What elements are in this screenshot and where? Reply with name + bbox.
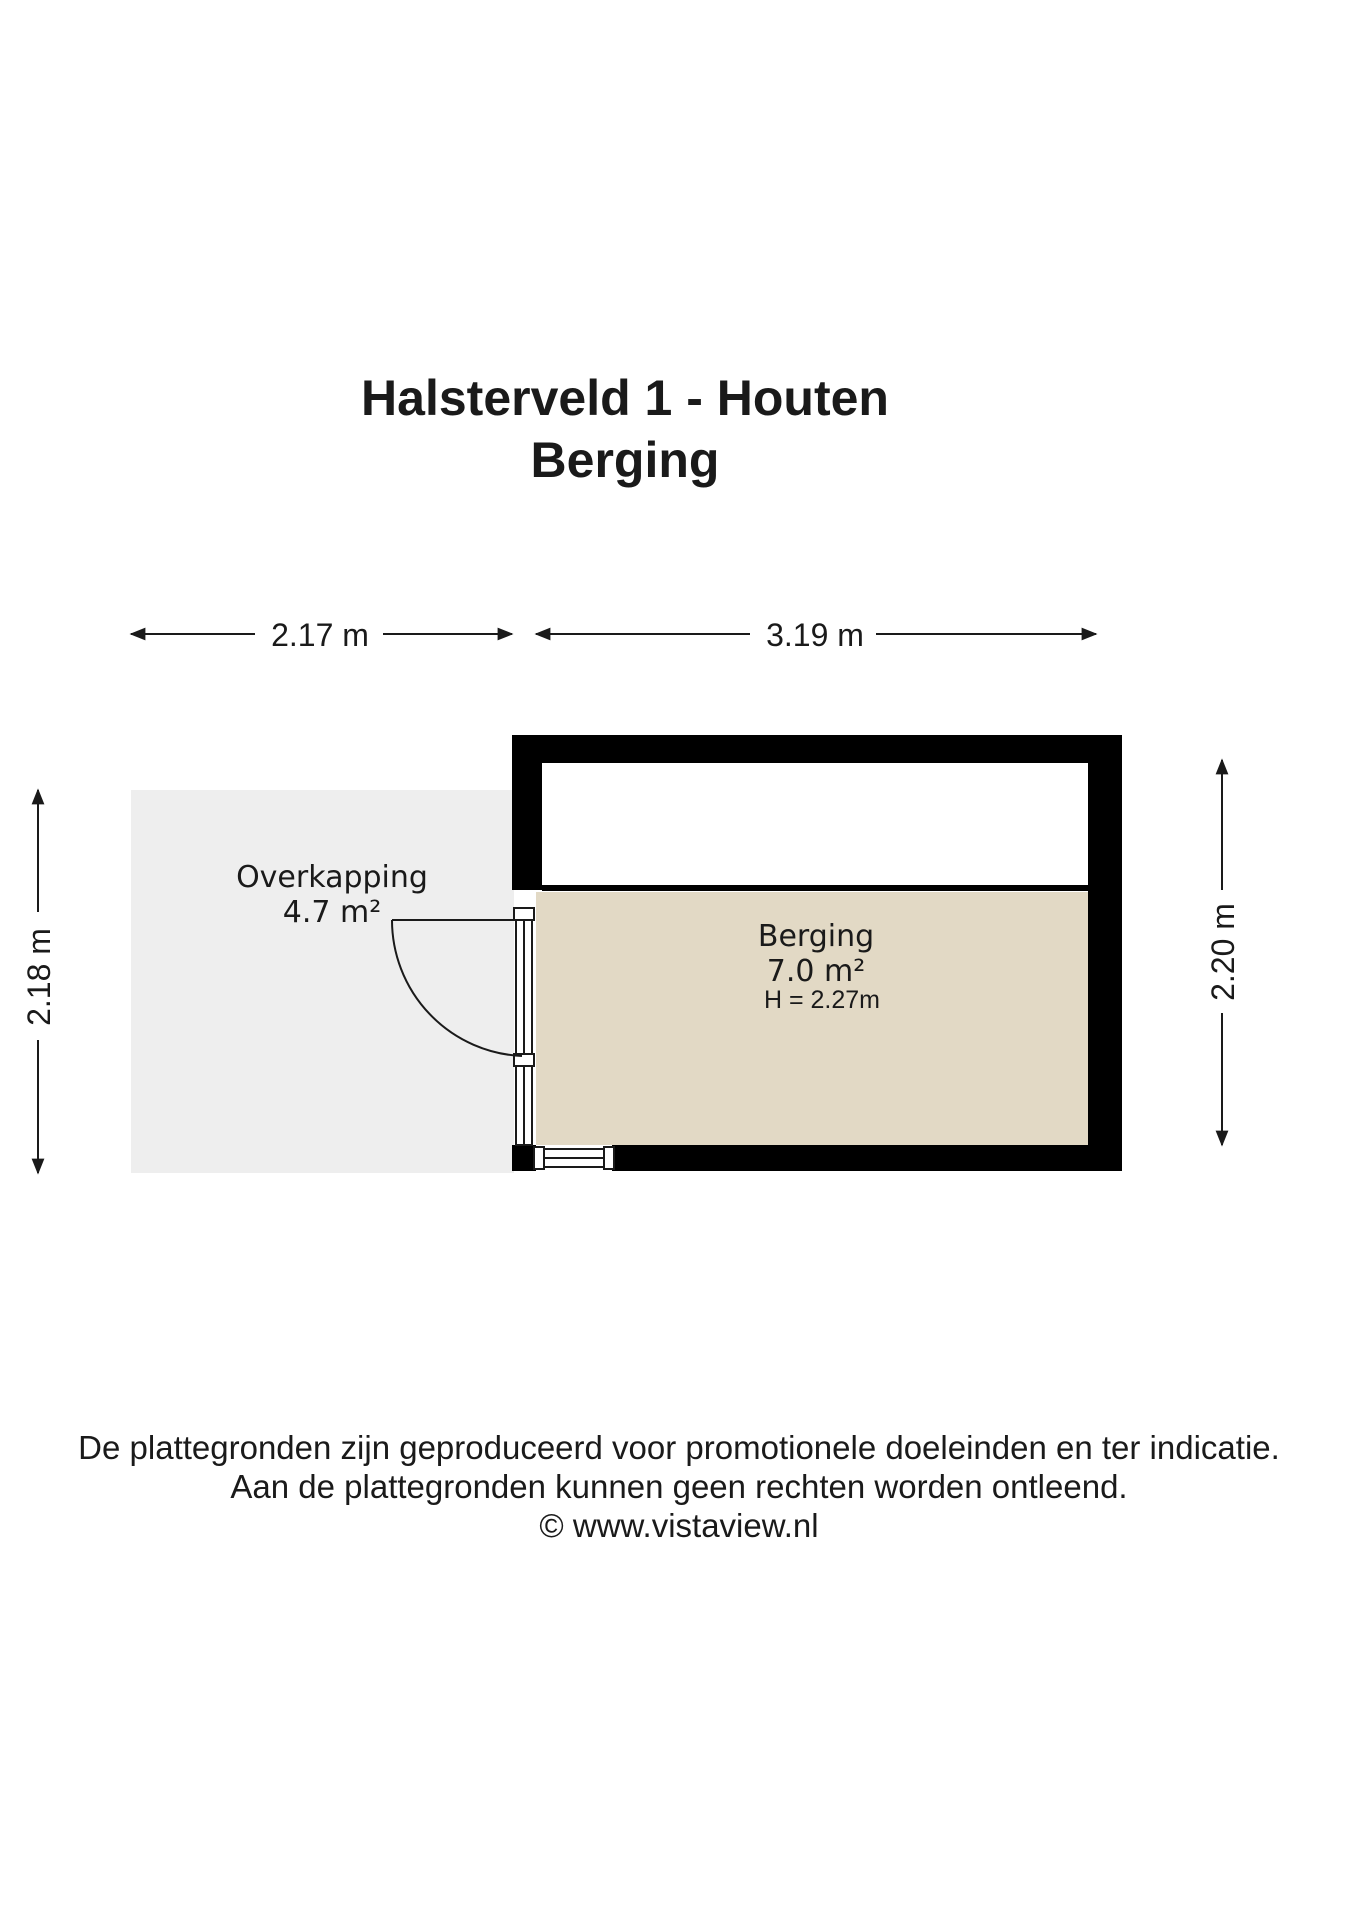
wall-left-upper — [512, 735, 542, 890]
door-frame-left — [514, 908, 534, 1145]
room-name-berging: Berging — [757, 919, 875, 954]
berging-upper-area — [542, 763, 1088, 885]
wall-bottom — [612, 1145, 1122, 1171]
room-height-berging: H = 2.27m — [763, 986, 881, 1014]
dim-label-overkapping-depth: 2.18 m — [21, 928, 57, 1026]
wall-corner-bottom-left — [512, 1145, 536, 1171]
plan-title-address: Halsterveld 1 - Houten — [361, 370, 889, 426]
room-area-overkapping: 4.7 m² — [282, 895, 382, 930]
wall-interior-divider — [542, 885, 1096, 891]
dim-label-berging-width: 3.19 m — [766, 617, 864, 653]
wall-top — [512, 735, 1122, 763]
disclaimer-line-2: Aan de plattegronden kunnen geen rechten worden ontleend. — [230, 1468, 1128, 1505]
window-bottom — [534, 1147, 614, 1169]
wall-right — [1088, 735, 1122, 1171]
disclaimer-line-1: De plattegronden zijn geproduceerd voor promotionele doeleinden en ter indicatie. — [78, 1429, 1280, 1466]
overkapping-floor — [131, 790, 514, 1173]
dim-label-overkapping-width: 2.17 m — [271, 617, 369, 653]
copyright-link: © www.vistaview.nl — [539, 1507, 819, 1544]
dim-label-berging-depth: 2.20 m — [1205, 903, 1241, 1001]
room-area-berging: 7.0 m² — [766, 954, 866, 989]
plan-title-room: Berging — [530, 432, 720, 488]
room-name-overkapping: Overkapping — [236, 860, 428, 895]
